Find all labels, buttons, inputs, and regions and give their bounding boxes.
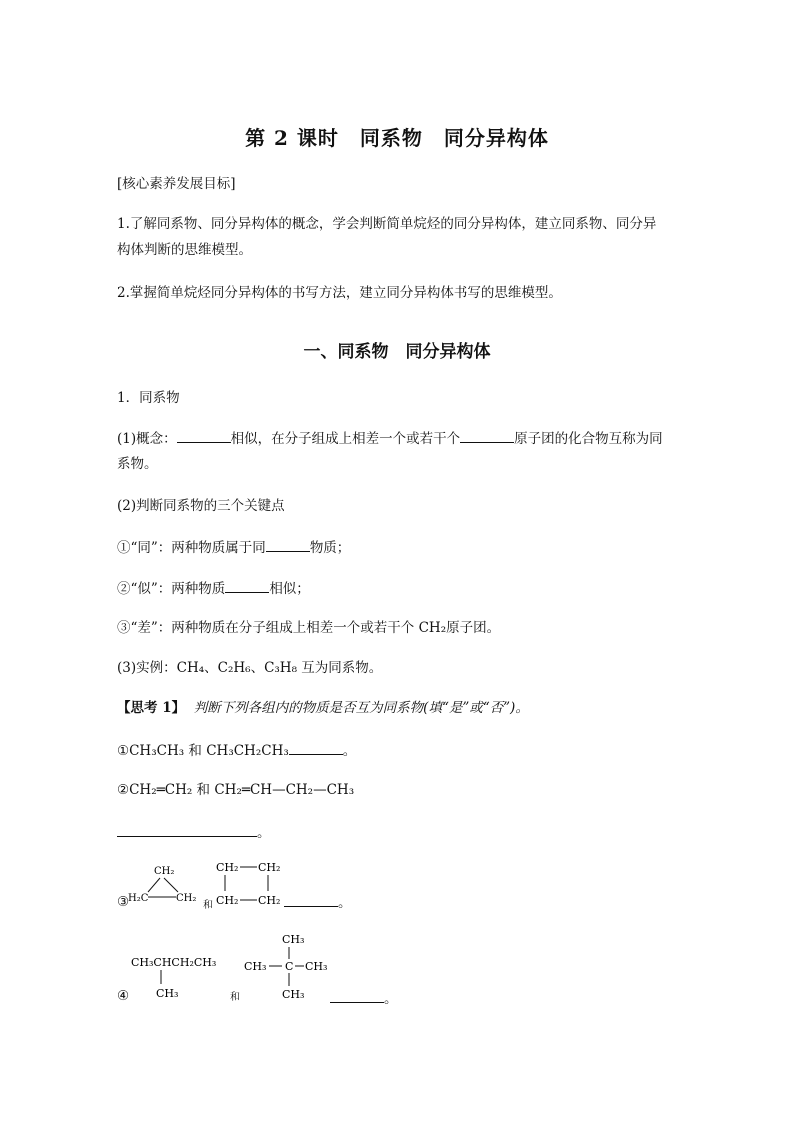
key-point-1: [117, 537, 350, 558]
period: 。: [257, 825, 271, 841]
concept-part-b: 相似，在分子组成上相差一个或若干个: [230, 431, 461, 447]
key-point-2-b: 相似；: [269, 581, 310, 597]
cyclobutane-br: CH₂: [258, 894, 281, 907]
question-3-number: ③: [117, 894, 130, 910]
isopentane-main-chain: CH₃CHCH₂CH₃: [131, 956, 217, 969]
answer-blank[interactable]: [284, 892, 338, 907]
isopentane-structure: [128, 950, 238, 1000]
concept-line-1: [117, 428, 663, 449]
question-4-answer: [330, 988, 398, 1009]
cyclobutane-bl: CH₂: [216, 894, 239, 907]
cyclobutane-tl: CH₂: [216, 861, 239, 874]
neopentane-right: CH₃: [305, 960, 328, 973]
example-line: (3)实例：CH₄、C₂H₆、C₃H₈ 互为同系物。: [117, 660, 383, 676]
goals-heading: [核心素养发展目标]: [117, 176, 236, 192]
concept-part-a: (1)概念：: [117, 431, 177, 447]
answer-blank[interactable]: [177, 428, 231, 443]
bond-line: [164, 878, 178, 892]
cyclobutane-tr: CH₂: [258, 861, 281, 874]
homolog-heading: 1．同系物: [117, 390, 180, 406]
answer-blank[interactable]: [266, 537, 310, 552]
goal-2: 2.掌握简单烷烃同分异构体的书写方法，建立同分异构体书写的思维模型。: [117, 285, 562, 301]
neopentane-bottom: CH₃: [282, 988, 305, 1001]
key-point-1-a: ①“同”：两种物质属于同: [117, 540, 266, 556]
question-1: [117, 740, 356, 761]
think-1-text: 判断下列各组内的物质是否互为同系物(填“是”或“否”)。: [193, 700, 529, 716]
question-3-and: 和: [203, 900, 213, 911]
question-4-and: 和: [230, 992, 240, 1003]
concept-part-c: 原子团的化合物互称为同: [514, 431, 663, 447]
neopentane-top: CH₃: [282, 933, 305, 946]
page-title: 第 2 课时 同系物 同分异构体: [245, 126, 549, 150]
question-1-text: ①CH₃CH₃ 和 CH₃CH₂CH₃: [117, 743, 289, 759]
answer-blank[interactable]: [117, 822, 257, 837]
section-heading: 一、同系物 同分异构体: [303, 342, 491, 362]
cyclopropane-left: H₂C: [128, 893, 149, 904]
question-4-number: ④: [117, 988, 130, 1004]
neopentane-structure: [242, 930, 334, 1004]
concept-line-2: 系物。: [117, 456, 158, 472]
goal-1-line-2: 构体判断的思维模型。: [117, 242, 252, 258]
key-point-2-a: ②“似”：两种物质: [117, 581, 226, 597]
think-1-label: 【思考 1】: [117, 700, 186, 716]
question-2: ②CH₂═CH₂ 和 CH₂═CH—CH₂—CH₃: [117, 782, 355, 798]
key-point-3: ③“差”：两种物质在分子组成上相差一个或若干个 CH₂原子团。: [117, 620, 501, 636]
think-1: [117, 698, 529, 718]
cyclopropane-right: CH₂: [176, 893, 197, 904]
question-3-answer: [284, 892, 352, 913]
answer-blank[interactable]: [330, 988, 384, 1003]
neopentane-left: CH₃: [244, 960, 267, 973]
cyclopropane-top: CH₂: [154, 866, 175, 877]
cyclobutane-structure: [214, 858, 294, 908]
key-point-2: [117, 578, 310, 599]
period: 。: [338, 895, 352, 911]
answer-blank[interactable]: [460, 428, 514, 443]
neopentane-center: C: [285, 960, 294, 973]
bond-line: [148, 878, 160, 892]
period: 。: [384, 991, 398, 1007]
answer-blank[interactable]: [289, 740, 343, 755]
period: 。: [342, 743, 357, 759]
answer-blank[interactable]: [225, 578, 269, 593]
goal-1-line-1: 1.了解同系物、同分异构体的概念，学会判断简单烷烃的同分异构体，建立同系物、同分异: [117, 216, 657, 232]
cyclopropane-structure: [128, 858, 208, 908]
isopentane-branch: CH₃: [156, 987, 179, 1000]
question-2-answer: [117, 822, 271, 843]
key-point-1-b: 物质；: [309, 540, 351, 556]
judge-heading: (2)判断同系物的三个关键点: [117, 498, 285, 514]
